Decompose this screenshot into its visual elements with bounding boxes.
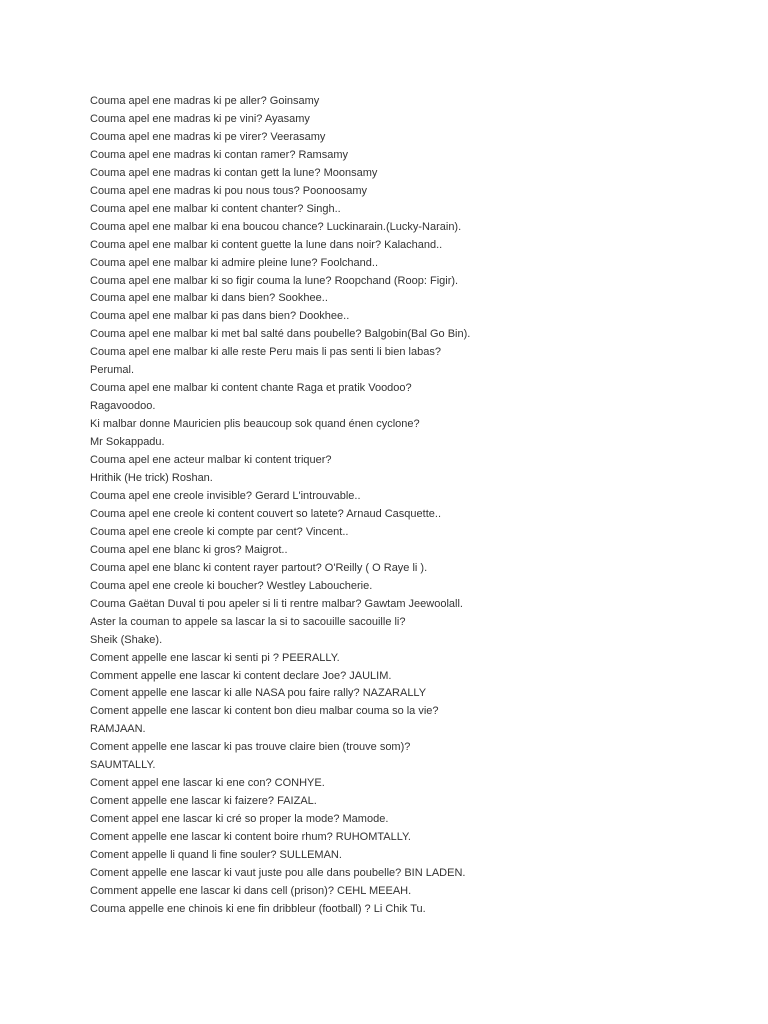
text-line: Couma apel ene malbar ki ena boucou chance? Luckinarain.(Lucky-Narain). xyxy=(90,220,462,233)
text-line: Couma apel ene creole ki content couvert so latete? Arnaud Casquette.. xyxy=(90,507,441,520)
text-line: Couma apel ene madras ki pe aller? Goinsamy xyxy=(90,95,320,107)
text-line: Coment appelle ene lascar ki faizere? FAIZAL. xyxy=(90,795,317,808)
text-line: SAUMTALLY. xyxy=(90,759,156,772)
text-line: Coment appelle ene lascar ki senti pi ? PEERALLY. xyxy=(90,651,340,664)
text-line: Couma apel ene malbar ki content chante Raga et pratik Voodoo? xyxy=(90,382,412,395)
text-line: Couma apel ene malbar ki met bal salté dans poubelle? Balgobin(Bal Go Bin). xyxy=(90,328,471,341)
text-line: Coment appelle ene lascar ki pas trouve claire bien (trouve som)? xyxy=(90,741,411,754)
text-line: Couma apel ene creole invisible? Gerard L'introuvable.. xyxy=(90,489,361,502)
text-line: Couma apel ene malbar ki admire pleine lune? Foolchand.. xyxy=(90,256,379,269)
text-line: Mr Sokappadu. xyxy=(90,436,165,449)
text-line: Coment appelle ene lascar ki alle NASA pou faire rally? NAZARALLY xyxy=(90,687,427,700)
text-line: Aster la couman to appele sa lascar la si to sacouille sacouille li? xyxy=(90,615,406,628)
text-line: Couma apel ene malbar ki content guette la lune dans noir? Kalachand.. xyxy=(90,238,443,251)
text-line: Couma apel ene blanc ki content rayer partout? O'Reilly ( O Raye li ). xyxy=(90,561,428,574)
text-line: Couma apel ene creole ki compte par cent? Vincent.. xyxy=(90,525,349,538)
text-line: Comment appelle ene lascar ki content declare Joe? JAULIM. xyxy=(90,669,392,682)
text-line: Coment appelle ene lascar ki content boire rhum? RUHOMTALLY. xyxy=(90,831,411,844)
text-line: Couma apel ene creole ki boucher? Westley Laboucherie. xyxy=(90,579,373,592)
text-line: Couma apel ene acteur malbar ki content triquer? xyxy=(90,454,332,467)
text-line: Ragavoodoo. xyxy=(90,400,156,413)
text-line: RAMJAAN. xyxy=(90,723,146,736)
text-line: Couma Gaëtan Duval ti pou apeler si li ti rentre malbar? Gawtam Jeewoolall. xyxy=(90,597,463,610)
text-line: Coment appelle ene lascar ki content bon dieu malbar couma so la vie? xyxy=(90,705,439,718)
text-line: Couma apel ene madras ki pe vini? Ayasamy xyxy=(90,112,310,125)
text-line: Ki malbar donne Mauricien plis beaucoup sok quand énen cyclone? xyxy=(90,418,420,431)
text-line: Couma apel ene blanc ki gros? Maigrot.. xyxy=(90,543,288,556)
text-line: Couma apel ene malbar ki pas dans bien? Dookhee.. xyxy=(90,310,350,323)
text-line: Coment appel ene lascar ki cré so proper la mode? Mamode. xyxy=(90,813,389,826)
text-line: Couma apel ene madras ki contan gett la lune? Moonsamy xyxy=(90,166,378,179)
text-line: Couma apel ene madras ki contan ramer? Ramsamy xyxy=(90,148,349,161)
text-line: Couma apel ene malbar ki content chanter? Singh.. xyxy=(90,202,341,215)
text-line: Coment appel ene lascar ki ene con? CONHYE. xyxy=(90,777,325,790)
text-line: Couma apel ene malbar ki dans bien? Sookhee.. xyxy=(90,292,328,305)
text-line: Couma apel ene malbar ki so figir couma la lune? Roopchand (Roop: Figir). xyxy=(90,274,459,287)
text-line: Couma apel ene malbar ki alle reste Peru mais li pas senti li bien labas? xyxy=(90,346,441,359)
text-line: Coment appelle ene lascar ki vaut juste pou alle dans poubelle? BIN LADEN. xyxy=(90,866,466,879)
text-line: Couma apel ene madras ki pou nous tous? Poonoosamy xyxy=(90,184,368,197)
text-line: Comment appelle ene lascar ki dans cell (prison)? CEHL MEEAH. xyxy=(90,884,412,897)
text-line: Couma appelle ene chinois ki ene fin dribbleur (football) ? Li Chik Tu. xyxy=(90,902,426,915)
text-line: Hrithik (He trick) Roshan. xyxy=(90,472,213,485)
text-line: Couma apel ene madras ki pe virer? Veerasamy xyxy=(90,130,326,143)
text-line: Sheik (Shake). xyxy=(90,633,163,646)
text-line: Coment appelle li quand li fine souler? SULLEMAN. xyxy=(90,849,342,862)
joke-text-block xyxy=(90,93,730,919)
text-line: Perumal. xyxy=(90,364,135,377)
